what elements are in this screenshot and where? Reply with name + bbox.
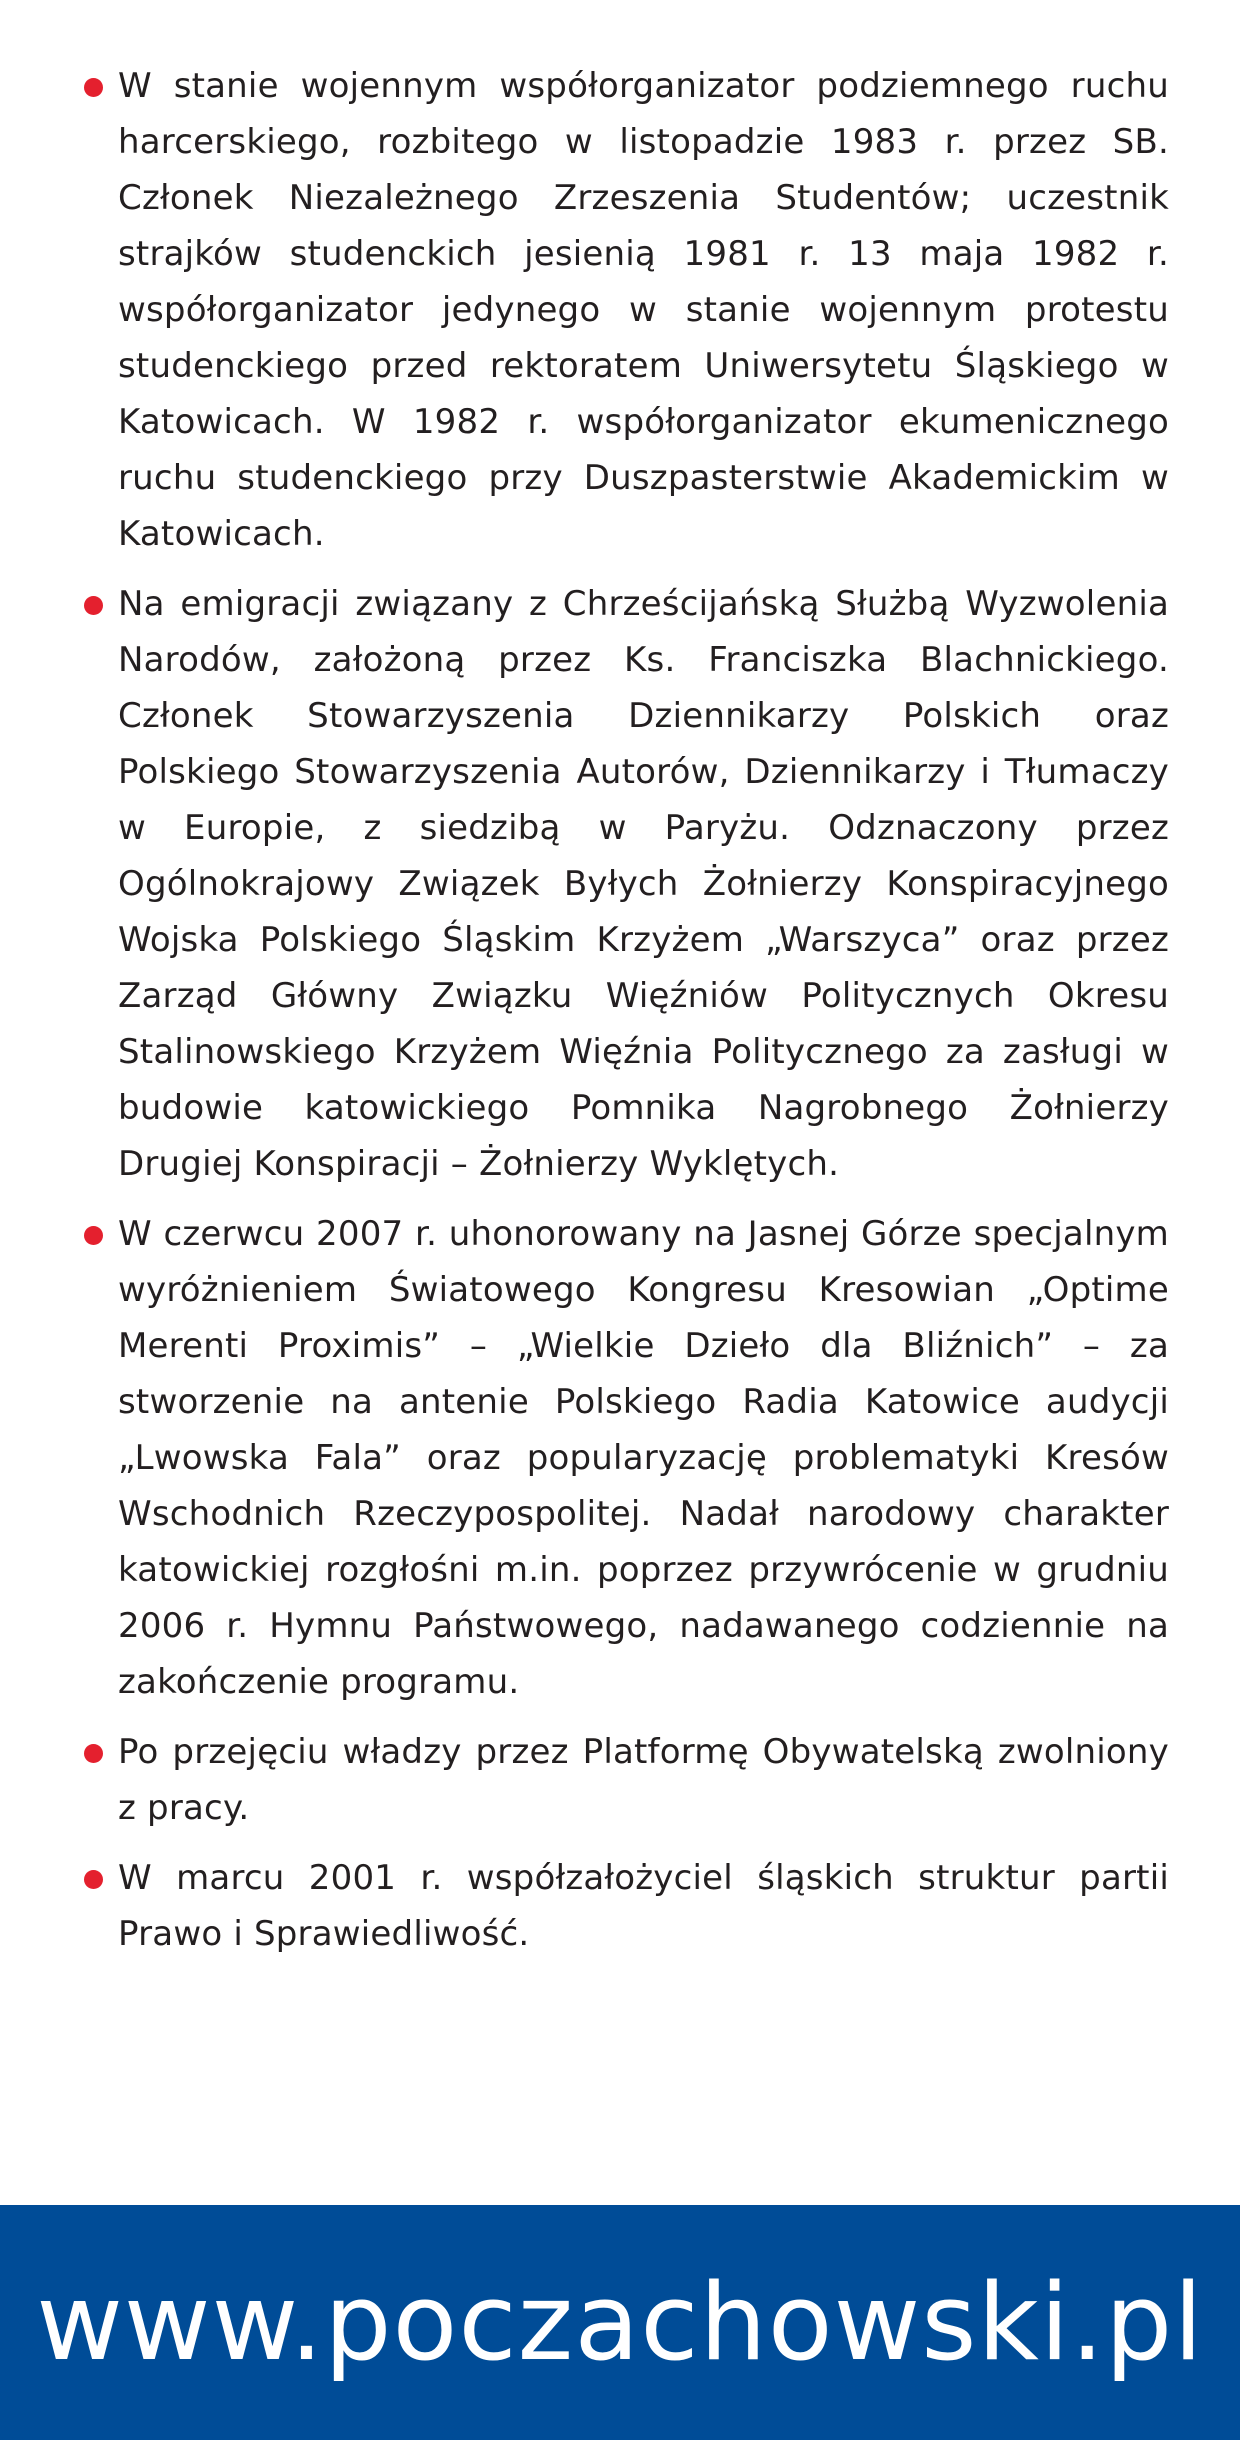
list-item-text: W marcu 2001 r. współzałożyciel śląskich struktur partii Prawo i Sprawiedliwość. (118, 1858, 1169, 1954)
red-dot-bullet-icon (84, 78, 103, 97)
red-dot-bullet-icon (84, 1226, 103, 1245)
website-url: www.poczachowski.pl (36, 2261, 1204, 2384)
list-item (118, 576, 1169, 1192)
list-item (118, 58, 1169, 562)
red-dot-bullet-icon (84, 1870, 103, 1889)
biography-list (0, 58, 1240, 1962)
footer-banner (0, 2205, 1240, 2440)
list-item (118, 1850, 1169, 1962)
list-item (118, 1206, 1169, 1710)
list-item-text: W czerwcu 2007 r. uhonorowany na Jasnej Górze specjalnym wyróżnieniem Światowego Kongresu Kresowian „Optime Merenti Proximis” – „Wielkie Dzieło dla Bliźnich” – za stworzenie na antenie Polskiego Radia Katowice audycji „Lwowska Fala” oraz popularyzację problematyki Kresów Wschodnich Rzeczypospolitej. Nadał narodowy charakter katowickiej rozgłośni m.in. poprzez przywrócenie w grudniu 2006 r. Hymnu Państwowego, nadawanego codziennie na zakończenie programu. (118, 1214, 1169, 1702)
red-dot-bullet-icon (84, 1744, 103, 1763)
red-dot-bullet-icon (84, 596, 103, 615)
list-item (118, 1724, 1169, 1836)
list-item-text: Po przejęciu władzy przez Platformę Obywatelską zwolniony z pracy. (118, 1732, 1169, 1828)
list-item-text: Na emigracji związany z Chrześcijańską Służbą Wyzwolenia Narodów, założoną przez Ks. Franciszka Blachnickiego. Członek Stowarzyszenia Dziennikarzy Polskich oraz Polskiego Stowarzyszenia Autorów, Dziennikarzy i Tłumaczy w Europie, z siedzibą w Paryżu. Odznaczony przez Ogólnokrajowy Związek Byłych Żołnierzy Konspiracyjnego Wojska Polskiego Śląskim Krzyżem „Warszyca” oraz przez Zarząd Główny Związku Więźniów Politycznych Okresu Stalinowskiego Krzyżem Więźnia Politycznego za zasługi w budowie katowickiego Pomnika Nagrobnego Żołnierzy Drugiej Konspiracji – Żołnierzy Wyklętych. (118, 584, 1169, 1184)
list-item-text: W stanie wojennym współorganizator podziemnego ruchu harcerskiego, rozbitego w listopadzie 1983 r. przez SB. Członek Niezależnego Zrzeszenia Studentów; uczestnik strajków studenckich jesienią 1981 r. 13 maja 1982 r. współorganizator jedynego w stanie wojennym protestu studenckiego przed rektoratem Uniwersytetu Śląskiego w Katowicach. W 1982 r. współorganizator ekumenicznego ruchu studenckiego przy Duszpasterstwie Akademickim w Katowicach. (118, 66, 1169, 554)
